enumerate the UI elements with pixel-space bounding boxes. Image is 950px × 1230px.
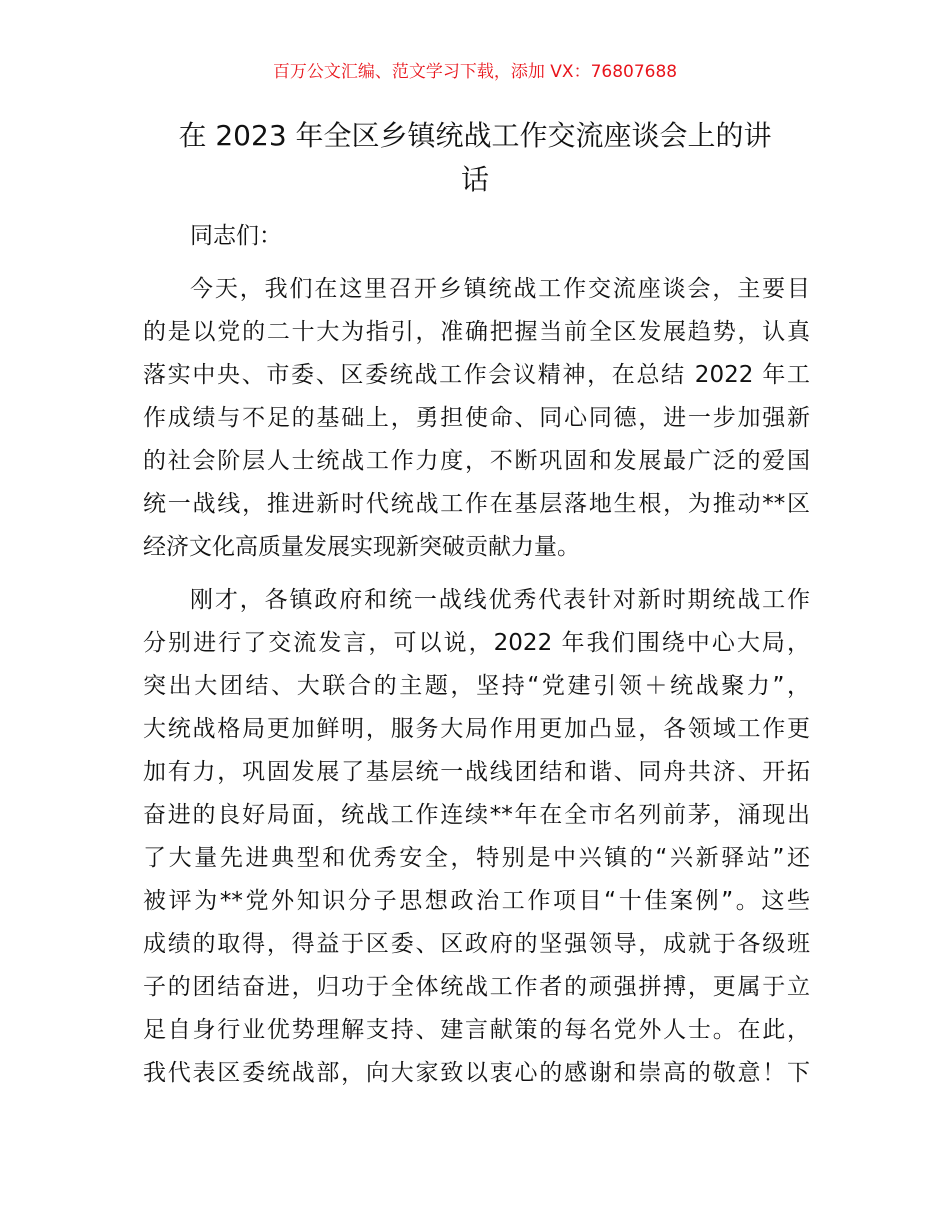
paragraph-line: 足自身行业优势理解支持、建言献策的每名党外人士。在此， [143, 1017, 810, 1043]
paragraph-line: 刚才，各镇政府和统一战线优秀代表针对新时期统战工作 [190, 587, 810, 613]
paragraph [143, 579, 810, 1095]
paragraph-line: 分别进行了交流发言，可以说，2022 年我们围绕中心大局， [143, 630, 810, 656]
paragraph-line: 奋进的良好局面，统战工作连续**年在全市名列前茅，涌现出 [143, 802, 810, 828]
paragraph-line: 被评为**党外知识分子思想政治工作项目“十佳案例”。这些 [143, 888, 810, 914]
paragraph-line: 我代表区委统战部，向大家致以衷心的感谢和崇高的敬意！下 [143, 1060, 810, 1086]
salutation: 同志们： [190, 223, 282, 249]
paragraph-line: 加有力，巩固发展了基层统一战线团结和谐、同舟共济、开拓 [143, 759, 810, 785]
paragraphs [143, 268, 810, 1095]
paragraph-line: 了大量先进典型和优秀安全，特别是中兴镇的“兴新驿站”还 [143, 845, 810, 871]
paragraph-line: 成绩的取得，得益于区委、区政府的坚强领导，成就于各级班 [143, 931, 810, 957]
paragraph-line: 作成绩与不足的基础上，勇担使命、同心同德，进一步加强新 [143, 405, 810, 431]
paragraph-line: 的社会阶层人士统战工作力度，不断巩固和发展最广泛的爱国 [143, 448, 810, 474]
paragraph-line: 子的团结奋进，归功于全体统战工作者的顽强拼搏，更属于立 [143, 974, 810, 1000]
document-title-line-2: 话 [460, 163, 489, 196]
paragraph-line: 的是以党的二十大为指引，准确把握当前全区发展趋势，认真 [143, 319, 810, 345]
paragraph-line: 统一战线，推进新时代统战工作在基层落地生根，为推动**区 [143, 491, 810, 517]
paragraph-line: 经济文化高质量发展实现新突破贡献力量。 [143, 534, 580, 560]
document-title-line-1: 在 2023 年全区乡镇统战工作交流座谈会上的讲 [178, 119, 772, 152]
paragraph-line: 落实中央、市委、区委统战工作会议精神，在总结 2022 年工 [143, 362, 810, 388]
watermark-banner: 百万公文汇编、范文学习下载，添加 VX：76807688 [272, 62, 678, 82]
paragraph-line: 今天，我们在这里召开乡镇统战工作交流座谈会，主要目 [190, 276, 810, 302]
document-body [143, 215, 810, 1105]
paragraph-line: 突出大团结、大联合的主题，坚持“党建引领＋统战聚力”， [143, 673, 810, 699]
paragraph [143, 268, 810, 569]
paragraph-line: 大统战格局更加鲜明，服务大局作用更加凸显，各领域工作更 [143, 716, 810, 742]
